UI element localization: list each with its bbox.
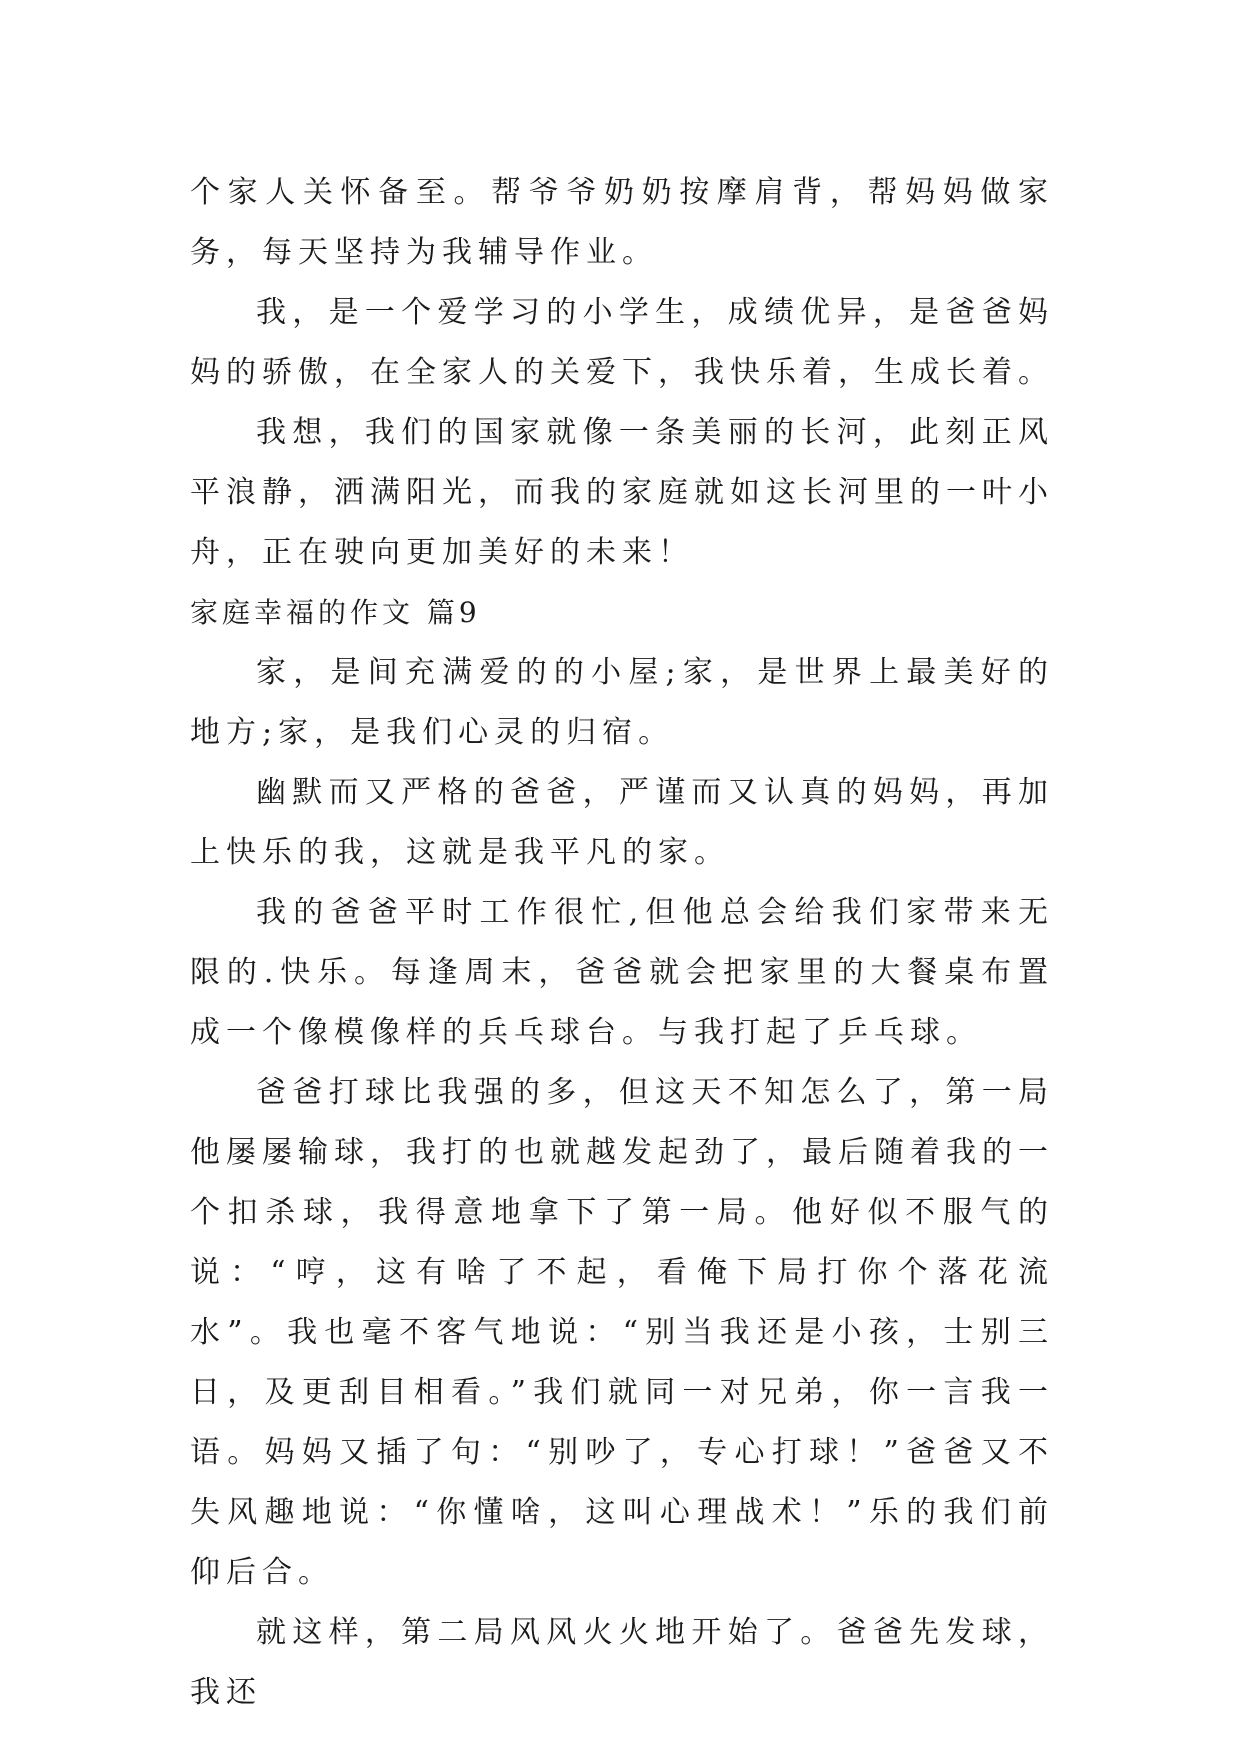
paragraph: 我的爸爸平时工作很忙,但他总会给我们家带来无限的.快乐。每逢周末，爸爸就会把家里的大餐桌布置成一个像模像样的兵乓球台。与我打起了乒乓球。 — [190, 895, 1054, 1050]
section-heading: 家庭幸福的作文 篇9 — [190, 596, 481, 629]
paragraph: 我，是一个爱学习的小学生，成绩优异，是爸爸妈妈的骄傲，在全家人的关爱下，我快乐着，生成长着。 — [190, 295, 1054, 390]
paragraph: 就这样，第二局风风火火地开始了。爸爸先发球，我还 — [190, 1615, 1054, 1710]
paragraph: 个家人关怀备至。帮爷爷奶奶按摩肩背，帮妈妈做家务，每天坚持为我辅导作业。 — [190, 175, 1054, 270]
document-page — [190, 163, 1054, 1723]
paragraph: 爸爸打球比我强的多，但这天不知怎么了，第一局他屡屡输球，我打的也就越发起劲了，最后随着我的一个扣杀球，我得意地拿下了第一局。他好似不服气的说：“哼，这有啥了不起，看俺下局打你个落花流水”。我也毫不客气地说：“别当我还是小孩，士别三日，及更刮目相看。”我们就同一对兄弟，你一言我一语。妈妈又插了句：“别吵了，专心打球！”爸爸又不失风趣地说：“你懂啥，这叫心理战术！”乐的我们前仰后合。 — [190, 1075, 1054, 1590]
paragraph: 我想，我们的国家就像一条美丽的长河，此刻正风平浪静，洒满阳光，而我的家庭就如这长河里的一叶小舟，正在驶向更加美好的未来！ — [190, 415, 1054, 570]
paragraph: 幽默而又严格的爸爸，严谨而又认真的妈妈，再加上快乐的我，这就是我平凡的家。 — [190, 775, 1054, 870]
paragraph: 家，是间充满爱的的小屋;家，是世界上最美好的地方;家，是我们心灵的归宿。 — [190, 655, 1054, 750]
